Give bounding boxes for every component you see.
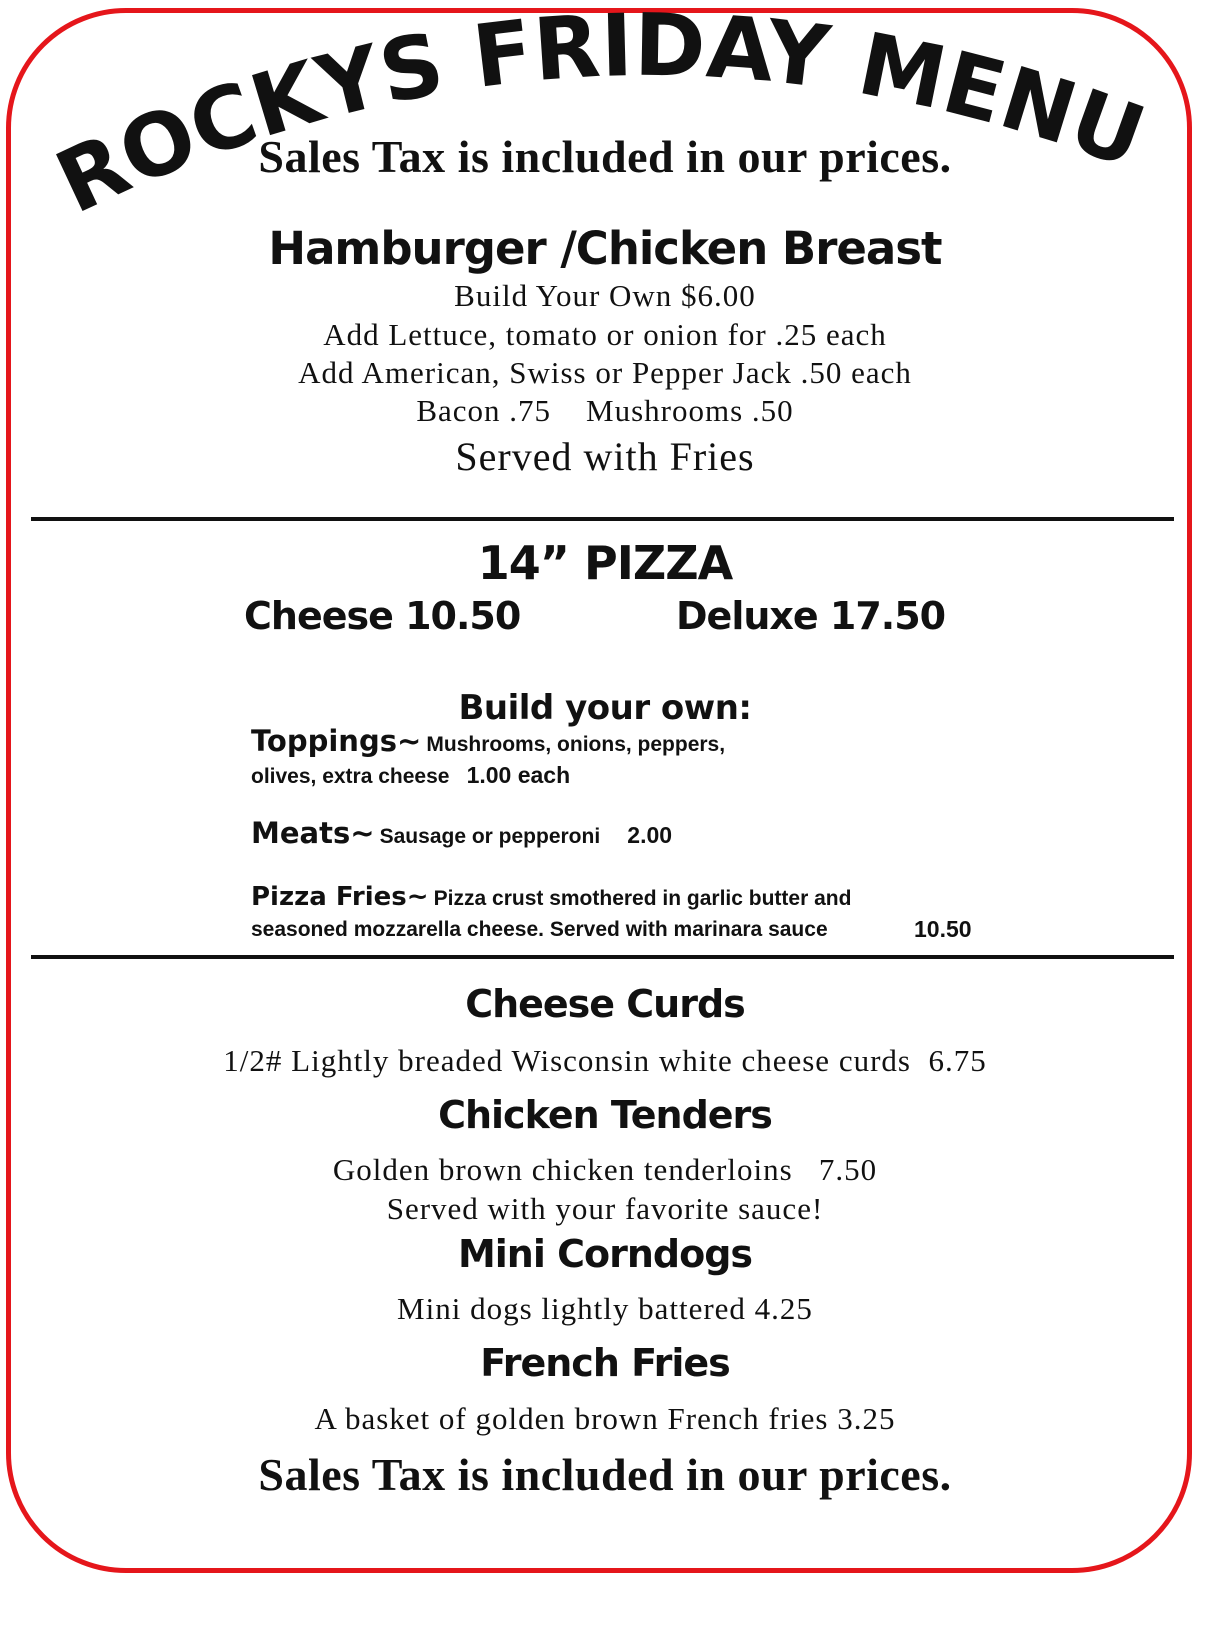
pizza-fries-line-1 bbox=[251, 882, 851, 912]
tax-note-top: Sales Tax is included in our prices. bbox=[258, 131, 952, 182]
chicken-tenders-heading: Chicken Tenders bbox=[438, 1093, 772, 1137]
menu-title-text: ROCKYS FRIDAY MENU bbox=[41, 0, 1157, 234]
burger-served: Served with Fries bbox=[455, 434, 755, 479]
pizza-fries-label: Pizza Fries~ bbox=[251, 882, 429, 912]
build-your-own-heading: Build your own: bbox=[458, 688, 752, 728]
pizza-fries-price: 10.50 bbox=[914, 916, 972, 942]
mini-corndogs-text: Mini dogs lightly battered 4.25 bbox=[397, 1291, 813, 1326]
meats-line bbox=[251, 816, 672, 850]
burger-heading: Hamburger /Chicken Breast bbox=[268, 222, 942, 275]
pizza-fries-text-1: Pizza crust smothered in garlic butter and bbox=[433, 887, 852, 910]
pizza-cheese: Cheese 10.50 bbox=[244, 594, 521, 638]
french-fries-text: A basket of golden brown French fries 3.25 bbox=[314, 1401, 896, 1436]
pizza-heading: 14” PIZZA bbox=[477, 536, 733, 590]
mini-corndogs-heading: Mini Corndogs bbox=[457, 1232, 753, 1276]
meats-text: Sausage or pepperoni bbox=[379, 825, 601, 848]
section-divider bbox=[31, 517, 1174, 521]
cheese-curds-text: 1/2# Lightly breaded Wisconsin white cheese curds 6.75 bbox=[223, 1043, 987, 1078]
burger-line-2: Add Lettuce, tomato or onion for .25 each bbox=[323, 317, 887, 352]
toppings-text-2: olives, extra cheese bbox=[251, 765, 450, 788]
toppings-label: Toppings~ bbox=[251, 724, 422, 758]
pizza-fries-text-2: seasoned mozzarella cheese. Served with marinara sauce bbox=[251, 918, 828, 941]
toppings-line-2 bbox=[251, 762, 570, 789]
pizza-deluxe: Deluxe 17.50 bbox=[676, 594, 946, 638]
toppings-price: 1.00 each bbox=[466, 762, 571, 788]
toppings-text-1: Mushrooms, onions, peppers, bbox=[426, 733, 726, 756]
toppings-line-1 bbox=[251, 724, 725, 758]
meats-price: 2.00 bbox=[627, 822, 673, 848]
cheese-curds-heading: Cheese Curds bbox=[465, 982, 745, 1026]
section-divider bbox=[31, 955, 1174, 959]
burger-line-3: Add American, Swiss or Pepper Jack .50 each bbox=[298, 355, 912, 390]
meats-label: Meats~ bbox=[251, 816, 375, 850]
tax-note-bottom: Sales Tax is included in our prices. bbox=[258, 1449, 952, 1500]
burger-line-1: Build Your Own $6.00 bbox=[454, 278, 756, 313]
burger-line-4: Bacon .75 Mushrooms .50 bbox=[416, 393, 794, 428]
chicken-tenders-text-2: Served with your favorite sauce! bbox=[386, 1191, 824, 1226]
french-fries-heading: French Fries bbox=[480, 1341, 730, 1385]
chicken-tenders-text-1: Golden brown chicken tenderloins 7.50 bbox=[332, 1152, 878, 1187]
